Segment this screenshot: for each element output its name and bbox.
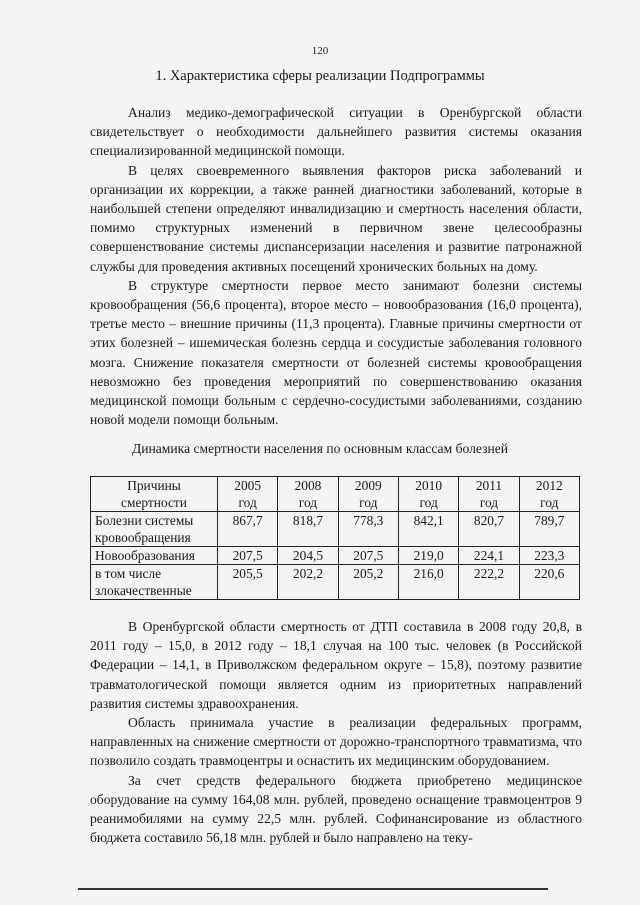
paragraph: В Оренбургской области смертность от ДТП составила в 2008 году 20,8, в 2011 году – 15,0, в 2012 году – 18,1 случая на 100 тыс. человек (в Российской Федерации – 14,1, в Приволжском федеральном округе – 15,8), поэтому развитие травматологической помощи является одним из приоритетных направлений развития системы здравоохранения. <box>90 619 582 711</box>
table-cell: 207,5 <box>218 547 278 565</box>
header-cell-year: 2011 год <box>459 477 519 512</box>
table-cell: 224,1 <box>459 547 519 565</box>
text-block-bottom <box>90 617 582 847</box>
table-cell: 818,7 <box>278 512 338 547</box>
paragraph: За счет средств федерального бюджета приобретено медицинское оборудование на сумму 164,08 млн. рублей, проведено оснащение травмоцентров 9 реанимобилями на сумму 22,5 млн. рублей. Софинансирование из областного бюджета составило 56,18 млн. рублей и было направлено на теку- <box>90 772 582 846</box>
table-cell: 220,6 <box>519 565 579 600</box>
header-cell-year: 2012 год <box>519 477 579 512</box>
table-cell: 867,7 <box>218 512 278 547</box>
table-row <box>91 512 580 547</box>
paragraph: Область принимала участие в реализации федеральных программ, направленных на снижение смертности от дорожно-транспортного травматизма, что позволило создать травмоцентры и оснастить их медицинским оборудованием. <box>90 715 582 769</box>
header-cell-year: 2005 год <box>218 477 278 512</box>
table-row <box>91 565 580 600</box>
row-label: в том числе злокачественные <box>91 565 218 600</box>
table-cell: 778,3 <box>338 512 398 547</box>
header-cell-year: 2008 год <box>278 477 338 512</box>
table-title: Динамика смертности населения по основным классам болезней <box>131 441 509 456</box>
table-cell: 789,7 <box>519 512 579 547</box>
table-header-row <box>91 477 580 512</box>
paragraph: Анализ медико-демографической ситуации в Оренбургской области свидетельствует о необходимости дальнейшего развития системы оказания специализированной медицинской помощи. <box>90 105 582 159</box>
mortality-table <box>90 476 580 600</box>
section-title: 1. Характеристика сферы реализации Подпрограммы <box>155 68 485 84</box>
table-cell: 820,7 <box>459 512 519 547</box>
paragraph: В структуре смертности первое место занимают болезни системы кровообращения (56,6 процента), второе место – новообразования (16,0 процента), третье место – внешние причины (11,3 процента). Главные причины смертности от этих болезней – ишемическая болезнь сердца и сосудистые заболевания головного мозга. Снижение показателя смертности от болезней системы кровообращения невозможно без проведения мероприятий по совершенствованию оказания медицинской помощи больным с сердечно-сосудистыми заболеваниями, созданию новой модели помощи больным. <box>90 277 582 428</box>
page-bottom-rule <box>78 888 548 890</box>
header-cell-year: 2009 год <box>338 477 398 512</box>
row-label: Болезни системы кровообращения <box>91 512 218 547</box>
row-label: Новообразования <box>91 547 218 565</box>
table-cell: 204,5 <box>278 547 338 565</box>
table-cell: 216,0 <box>398 565 458 600</box>
table-cell: 207,5 <box>338 547 398 565</box>
table-cell: 842,1 <box>398 512 458 547</box>
text-block-top <box>90 103 582 429</box>
header-cell-causes: Причины смертности <box>91 477 218 512</box>
table-cell: 202,2 <box>278 565 338 600</box>
table-cell: 205,5 <box>218 565 278 600</box>
page-number: 120 <box>311 45 329 57</box>
table-cell: 219,0 <box>398 547 458 565</box>
header-cell-year: 2010 год <box>398 477 458 512</box>
table-cell: 222,2 <box>459 565 519 600</box>
paragraph: В целях своевременного выявления факторов риска заболеваний и организации их коррекции, а также ранней диагностики заболеваний, которые в наибольшей степени определяют инвалидизацию и смертность населения области, помимо структурных изменений в первичном звене целесообразны совершенствование системы диспансеризации населения и развитие патронажной службы для проведения активных посещений хронических больных на дому. <box>90 162 582 274</box>
table-cell: 223,3 <box>519 547 579 565</box>
table-row <box>91 547 580 565</box>
table-cell: 205,2 <box>338 565 398 600</box>
